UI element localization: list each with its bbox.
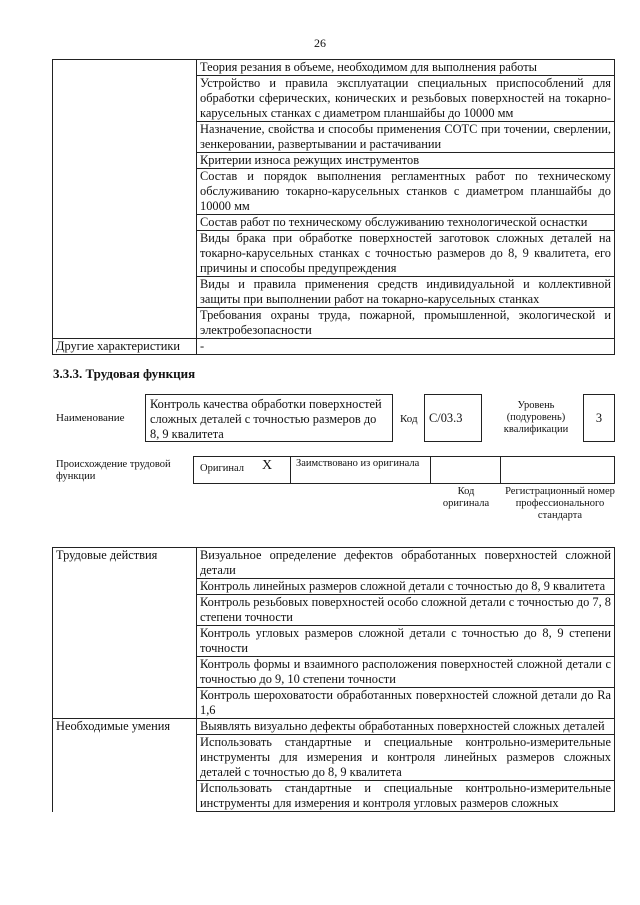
table-row	[53, 719, 615, 735]
table-row	[53, 60, 615, 76]
knowledge-table	[52, 59, 615, 355]
level-value: 3	[595, 411, 603, 425]
table-row	[53, 339, 615, 355]
other-characteristics-value: -	[197, 339, 615, 355]
table-cell: Выявлять визуально дефекты обработанных поверхностей сложных деталей	[197, 719, 615, 735]
table-cell: Теория резания в объеме, необходимом для выполнения работы	[197, 60, 615, 76]
table-cell: Контроль угловых размеров сложной детали с точностью до 8, 9 степени точности	[197, 626, 615, 657]
original-mark: Х	[262, 458, 273, 473]
origin-label: Происхождение трудовой функции	[56, 459, 171, 482]
table-row	[53, 735, 615, 781]
actions-table	[52, 547, 615, 812]
table-cell: Назначение, свойства и способы применения СОТС при точении, сверлении, зенкеровании, развертывании и растачивании	[197, 122, 615, 153]
table-cell: Контроль формы и взаимного расположения поверхностей сложной детали с точностью до 9, 10 степени точности	[197, 657, 615, 688]
table-cell: Виды и правила применения средств индивидуальной и коллективной защиты при выполнении работ на токарно-карусельных станках	[197, 277, 615, 308]
original-label: Оригинал	[200, 463, 244, 474]
table-cell: Использовать стандартные и специальные контрольно-измерительные инструменты для измерения и контроля линейных размеров сложных деталей с точностью до 8, 9 квалитета	[197, 735, 615, 781]
level-value-box	[583, 394, 615, 442]
other-characteristics-label: Другие характеристики	[53, 339, 197, 355]
table-cell: Контроль шероховатости обработанных поверхностей сложной детали до Ra 1,6	[197, 688, 615, 719]
table-cell: Визуальное определение дефектов обработанных поверхностей сложной детали	[197, 548, 615, 579]
name-value: Контроль качества обработки поверхностей сложных деталей с точностью размеров до 8, 9 квалитета	[150, 397, 382, 441]
code-label: Код	[400, 413, 418, 425]
table-cell: Состав и порядок выполнения регламентных работ по техническому обслуживанию токарно-карусельных станков с диаметром планшайбы до 10000 мм	[197, 169, 615, 215]
table-cell: Состав работ по техническому обслуживанию технологической оснастки	[197, 215, 615, 231]
borrowed-label: Заимствовано из оригинала	[296, 458, 420, 469]
table-cell: Критерии износа режущих инструментов	[197, 153, 615, 169]
group-label-cont	[53, 688, 197, 719]
name-value-box	[145, 394, 393, 442]
table-row	[53, 626, 615, 657]
table-cell: Устройство и правила эксплуатации специальных приспособлений для обработки сферических, конических и резьбовых поверхностей на токарно-карусельных станках с диаметром планшайбы до 10000 мм	[197, 76, 615, 122]
code-original-caption: Код оригинала	[442, 486, 490, 509]
group-label: Трудовые действия	[53, 548, 197, 579]
code-value-box	[424, 394, 482, 442]
page-number: 26	[314, 36, 326, 50]
table-cell: Контроль резьбовых поверхностей особо сложной детали с точностью до 7, 8 степени точности	[197, 595, 615, 626]
knowledge-label-cell	[53, 60, 197, 339]
group-label-cont	[53, 781, 197, 812]
code-original-cell	[430, 456, 501, 484]
group-label-cont	[53, 579, 197, 595]
reg-number-caption: Регистрационный номер профессионального стандарта	[505, 486, 615, 521]
table-row	[53, 688, 615, 719]
group-label: Необходимые умения	[53, 719, 197, 735]
code-value: С/03.3	[429, 411, 463, 425]
table-row	[53, 657, 615, 688]
section-title: 3.3.3. Трудовая функция	[53, 366, 196, 381]
name-label: Наименование	[56, 412, 125, 424]
level-label: Уровень (подуровень) квалификации	[503, 400, 569, 435]
table-cell: Виды брака при обработке поверхностей заготовок сложных деталей на токарно-карусельных станках с точностью размеров до 8, 9 квалитета, его причины и способы предупреждения	[197, 231, 615, 277]
table-cell: Использовать стандартные и специальные контрольно-измерительные инструменты для измерения и контроля угловых размеров сложных	[197, 781, 615, 812]
group-label-cont	[53, 735, 197, 781]
table-row	[53, 595, 615, 626]
table-cell: Контроль линейных размеров сложной детали с точностью до 8, 9 квалитета	[197, 579, 615, 595]
group-label-cont	[53, 657, 197, 688]
group-label-cont	[53, 595, 197, 626]
table-cell: Требования охраны труда, пожарной, промышленной, экологической и электробезопасности	[197, 308, 615, 339]
table-row	[53, 579, 615, 595]
table-row	[53, 781, 615, 812]
table-row	[53, 548, 615, 579]
group-label-cont	[53, 626, 197, 657]
